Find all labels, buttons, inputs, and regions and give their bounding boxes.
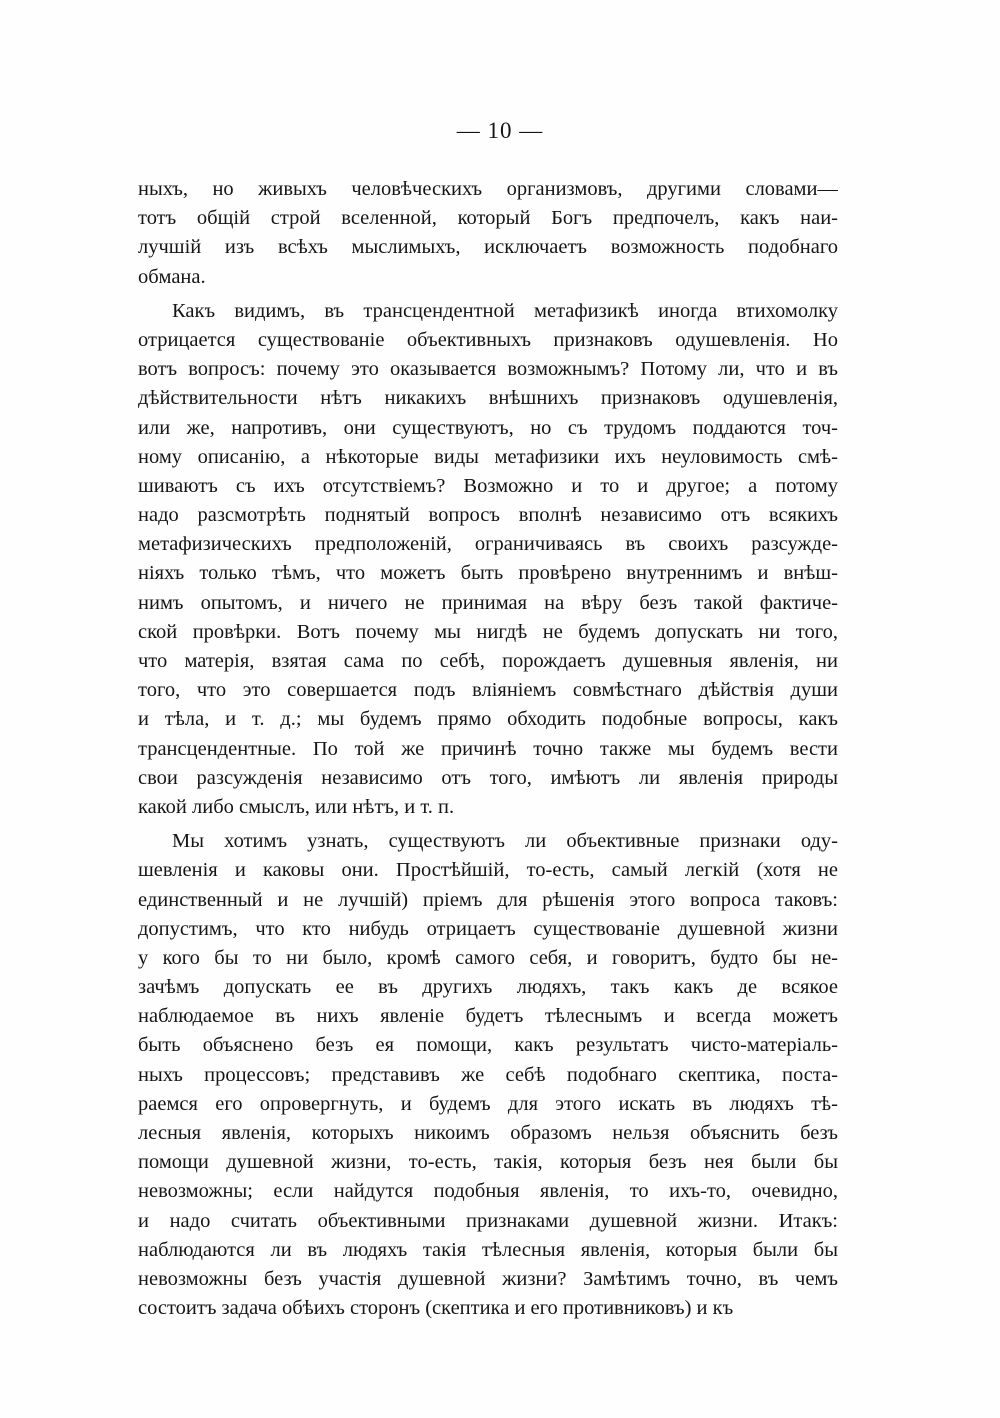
text-line: или же, напротивъ, они существуютъ, но съ трудомъ поддаются точ- — [138, 416, 838, 439]
text-line: и надо считать объективными признаками душевной жизни. Итакъ: — [138, 1209, 838, 1232]
body-text — [138, 175, 838, 1323]
text-line: ныхъ, но живыхъ человѣческихъ организмовъ, другими словами— — [138, 178, 838, 200]
text-line: трансцендентные. По той же причинѣ точно также мы будемъ вести — [138, 737, 838, 760]
text-line: быть объяснено безъ ея помощи, какъ результатъ чисто-матеріаль- — [138, 1034, 838, 1057]
text-line: Мы хотимъ узнать, существуютъ ли объективные признаки оду- — [172, 830, 838, 853]
text-line: ныхъ процессовъ; представивъ же себѣ подобнаго скептика, поста- — [138, 1063, 838, 1086]
text-line: нимъ опытомъ, и ничего не принимая на вѣру безъ такой фактиче- — [138, 591, 838, 614]
text-line: и тѣла, и т. д.; мы будемъ прямо обходить подобные вопросы, какъ — [138, 708, 838, 731]
text-line: ской провѣрки. Вотъ почему мы нигдѣ не будемъ допускать ни того, — [138, 620, 838, 643]
text-line: ніяхъ только тѣмъ, что можетъ быть провѣрено внутреннимъ и внѣш- — [138, 562, 838, 585]
text-line: ному описанію, а нѣкоторые виды метафизики ихъ неуловимость смѣ- — [138, 445, 838, 468]
text-line: невозможны; если найдутся подобныя явленія, то ихъ-то, очевидно, — [138, 1180, 838, 1203]
text-line: надо разсмотрѣть поднятый вопросъ вполнѣ независимо отъ всякихъ — [138, 504, 838, 527]
text-line: наблюдаются ли въ людяхъ такія тѣлесныя явленія, которыя были бы — [138, 1238, 838, 1261]
paragraph — [138, 297, 838, 822]
text-line: раемся его опровергнуть, и будемъ для этого искать въ людяхъ тѣ- — [138, 1092, 838, 1115]
paragraph — [138, 175, 838, 292]
text-line: наблюдаемое въ нихъ явленіе будетъ тѣлеснымъ и всегда можетъ — [138, 1005, 838, 1028]
text-line: состоитъ задача обѣихъ сторонъ (скептика и его противниковъ) и къ — [138, 1297, 734, 1320]
text-line: тотъ общій строй вселенной, который Богъ предпочелъ, какъ наи- — [138, 207, 838, 230]
text-line: допустимъ, что кто нибудь отрицаетъ существованіе душевной жизни — [138, 917, 838, 940]
text-line: шевленія и каковы они. Простѣйшій, то-есть, самый легкій (хотя не — [138, 859, 838, 882]
text-line: что матерія, взятая сама по себѣ, порождаетъ душевныя явленія, ни — [138, 650, 838, 672]
text-line: единственный и не лучшій) пріемъ для рѣшенія этого вопроса таковъ: — [138, 888, 838, 911]
text-line: шиваютъ съ ихъ отсутствіемъ? Возможно и то и другое; а потому — [138, 474, 838, 497]
text-line: свои разсужденія независимо отъ того, имѣютъ ли явленія природы — [138, 766, 838, 789]
text-line: лучшій изъ всѣхъ мыслимыхъ, исключаетъ возможность подобнаго — [138, 236, 838, 259]
page-number: — 10 — — [456, 118, 544, 143]
text-line: какой либо смыслъ, или нѣтъ, и т. п. — [138, 795, 455, 818]
text-line: метафизическихъ предположеній, ограничиваясь въ своихъ разсужде- — [138, 533, 838, 556]
text-line: зачѣмъ допускать ее въ другихъ людяхъ, такъ какъ де всякое — [138, 976, 838, 999]
text-line: невозможны безъ участія душевной жизни? Замѣтимъ точно, въ чемъ — [138, 1267, 838, 1290]
text-line: обмана. — [138, 265, 206, 288]
text-line: помощи душевной жизни, то-есть, такія, которыя безъ нея были бы — [138, 1151, 838, 1174]
text-line: отрицается существованіе объективныхъ признаковъ одушевленія. Но — [138, 328, 838, 351]
paragraph — [138, 827, 838, 1323]
text-line: того, что это совершается подъ вліяніемъ совмѣстнаго дѣйствія души — [138, 679, 838, 702]
text-line: у кого бы то ни было, кромѣ самого себя, и говоритъ, будто бы не- — [138, 946, 838, 969]
text-line: лесныя явленія, которыхъ никоимъ образомъ нельзя объяснить безъ — [138, 1122, 838, 1144]
text-line: вотъ вопросъ: почему это оказывается возможнымъ? Потому ли, что и въ — [138, 358, 838, 381]
text-line: дѣйствительности нѣтъ никакихъ внѣшнихъ признаковъ одушевленія, — [138, 387, 838, 410]
text-line: Какъ видимъ, въ трансцендентной метафизикѣ иногда втихомолку — [172, 299, 838, 322]
